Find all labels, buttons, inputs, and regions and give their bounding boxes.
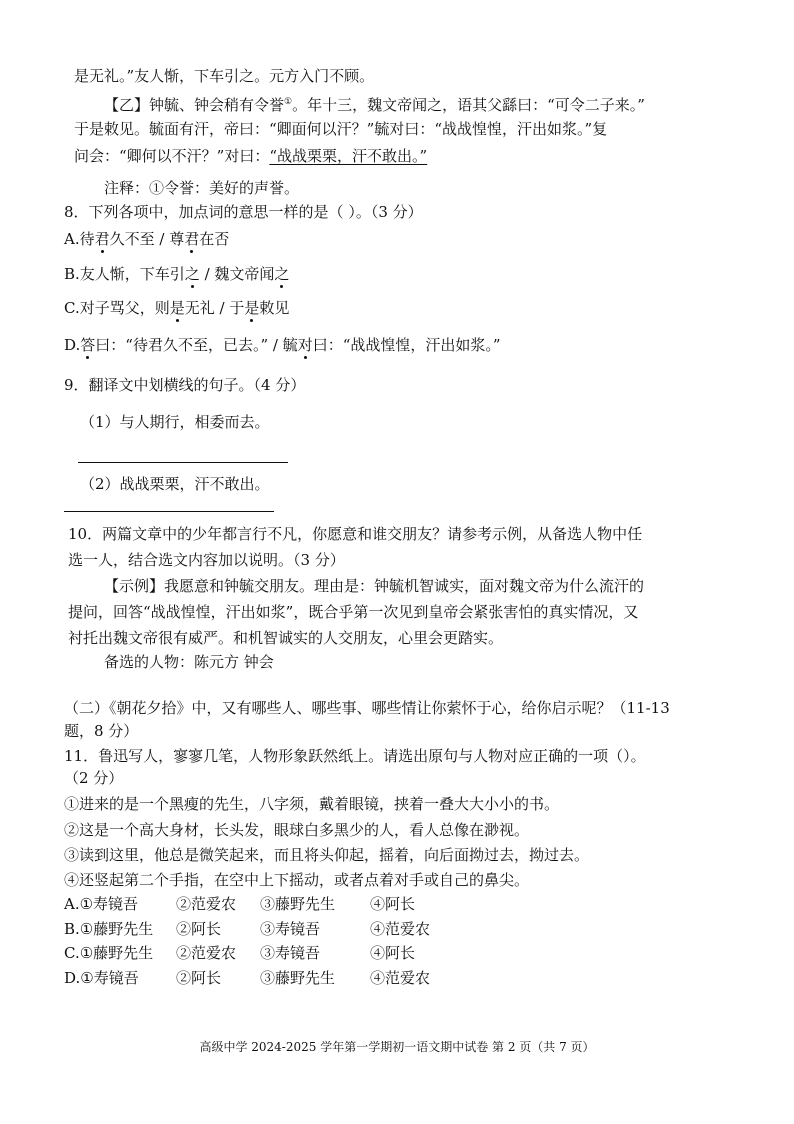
candidate-characters: 备选的人物：陈元方 钟会 [104,653,274,671]
page-footer: 高级中学 2024-2025 学年第一学期初一语文期中试卷 第 2 页（共 7 页） [199,1040,595,1054]
question-8-option-d[interactable] [64,335,501,355]
question-10-stem: 选一人，结合选文内容加以说明。（3 分） [68,551,345,569]
option-part: A.①寿镜吾 [64,895,139,913]
option-part: D.①寿镜吾 [64,969,139,987]
option-text: B.友人惭，下车引 [64,265,185,283]
question-9-sentence-1: （1）与人期行，相委而去。 [80,413,270,431]
option-text: 久不至 / 尊 [109,230,185,248]
option-text: 敕见 [259,299,290,317]
question-11-points: （2 分） [64,769,124,787]
question-8-option-a[interactable] [64,229,229,249]
option-text: 无礼 / 于 [184,299,245,317]
dotted-word: 君 [94,230,110,248]
question-11-stem: 11．鲁迅写人，寥寥几笔，人物形象跃然纸上。请选出原句与人物对应正确的一项（）。 [64,747,646,765]
section-heading: 题，8 分） [64,722,139,740]
answer-line[interactable] [64,511,274,512]
option-text: C.对子骂父，则 [64,299,170,317]
dotted-word: 是 [169,299,185,317]
passage-line: 于是敕见。毓面有汗，帝曰：“卿面何以汗？”毓对曰：“战战惶惶，汗出如浆。”复 [74,120,608,138]
option-text: / 魏文帝闻 [199,265,275,283]
dotted-word: 答 [80,336,96,354]
question-11-option-a[interactable] [64,894,415,914]
option-part: B.①藤野先生 [64,920,154,938]
question-11-option-c[interactable] [64,943,415,963]
quote-item: ④还竖起第二个手指，在空中上下摇动，或者点着对手或自己的鼻尖。 [64,871,530,889]
dotted-word: 对 [297,336,313,354]
question-9-sentence-2: （2）战战栗栗，汗不敢出。 [80,475,270,493]
underlined-sentence: “战战栗栗，汗不敢出。” [269,147,428,165]
option-part: ④范爱农 [370,920,431,938]
option-text: D. [64,336,81,354]
option-part: ②阿长 [176,969,222,987]
question-8-option-b[interactable] [64,264,289,284]
example-text: 提问，回答“战战惶惶，汗出如浆”，既合乎第一次见到皇帝会紧张害怕的真实情况，又 [68,603,639,621]
quote-item: ②这是一个高大身材，长头发，眼球白多黑少的人，看人总像在渺视。 [64,821,530,839]
question-11-option-b[interactable] [64,919,430,939]
option-part: ③寿镜吾 [260,944,321,962]
option-part: ④范爱农 [370,969,431,987]
option-part: C.①藤野先生 [64,944,154,962]
question-10-stem: 10．两篇文章中的少年都言行不凡，你愿意和谁交朋友？请参考示例，从备选人物中任 [68,525,643,543]
option-part: ③藤野先生 [260,895,336,913]
option-part: ④阿长 [370,895,416,913]
question-8-stem: 8．下列各项中，加点词的意思一样的是（ ）。（3 分） [64,203,423,221]
option-text: 曰：“待君久不至，已去。” / 毓 [95,336,298,354]
option-text: A.待 [64,230,95,248]
option-text: 在否 [199,230,230,248]
quote-item: ①进来的是一个黑瘦的先生，八字须，戴着眼镜，挟着一叠大大小小的书。 [64,795,560,813]
dotted-word: 是 [244,299,260,317]
quote-item: ③读到这里，他总是微笑起来，而且将头仰起，摇着，向后面拗过去，拗过去。 [64,846,590,864]
question-8-option-c[interactable] [64,298,289,318]
option-part: ②范爱农 [176,895,237,913]
question-9-stem: 9．翻译文中划横线的句子。（4 分） [64,376,306,394]
dotted-word: 之 [274,265,290,283]
section-heading: （二）《朝花夕拾》中，又有哪些人、哪些事、哪些情让你萦怀于心，给你启示呢？（11-13 [64,699,670,717]
option-part: ②阿长 [176,920,222,938]
example-text: 【示例】我愿意和钟毓交朋友。理由是：钟毓机智诚实，面对魏文帝为什么流汗的 [104,577,645,595]
answer-line[interactable] [78,462,288,463]
question-11-option-d[interactable] [64,968,430,988]
dotted-word: 之 [184,265,200,283]
dotted-word: 君 [184,230,200,248]
passage-text: 问会：“卿何以不汗？”对曰： [74,147,270,165]
passage-text: 【乙】钟毓、钟会稍有令誉 [104,96,285,114]
footnote-marker: ① [284,97,293,107]
passage-text: 。年十三，魏文帝闻之，语其父繇曰：“可令二子来。” [292,96,645,114]
footnote: 注释：①令誉：美好的声誉。 [104,179,300,197]
example-text: 衬托出魏文帝很有威严。和机智诚实的人交朋友，心里会更踏实。 [68,629,504,647]
option-part: ③藤野先生 [260,969,336,987]
passage-yi-line [104,92,645,115]
passage-line: 是无礼。”友人惭，下车引之。元方入门不顾。 [74,67,375,85]
option-part: ③寿镜吾 [260,920,321,938]
option-part: ②范爱农 [176,944,237,962]
option-text: 曰：“战战惶惶，汗出如浆。” [312,336,501,354]
option-part: ④阿长 [370,944,416,962]
passage-line [74,146,427,166]
